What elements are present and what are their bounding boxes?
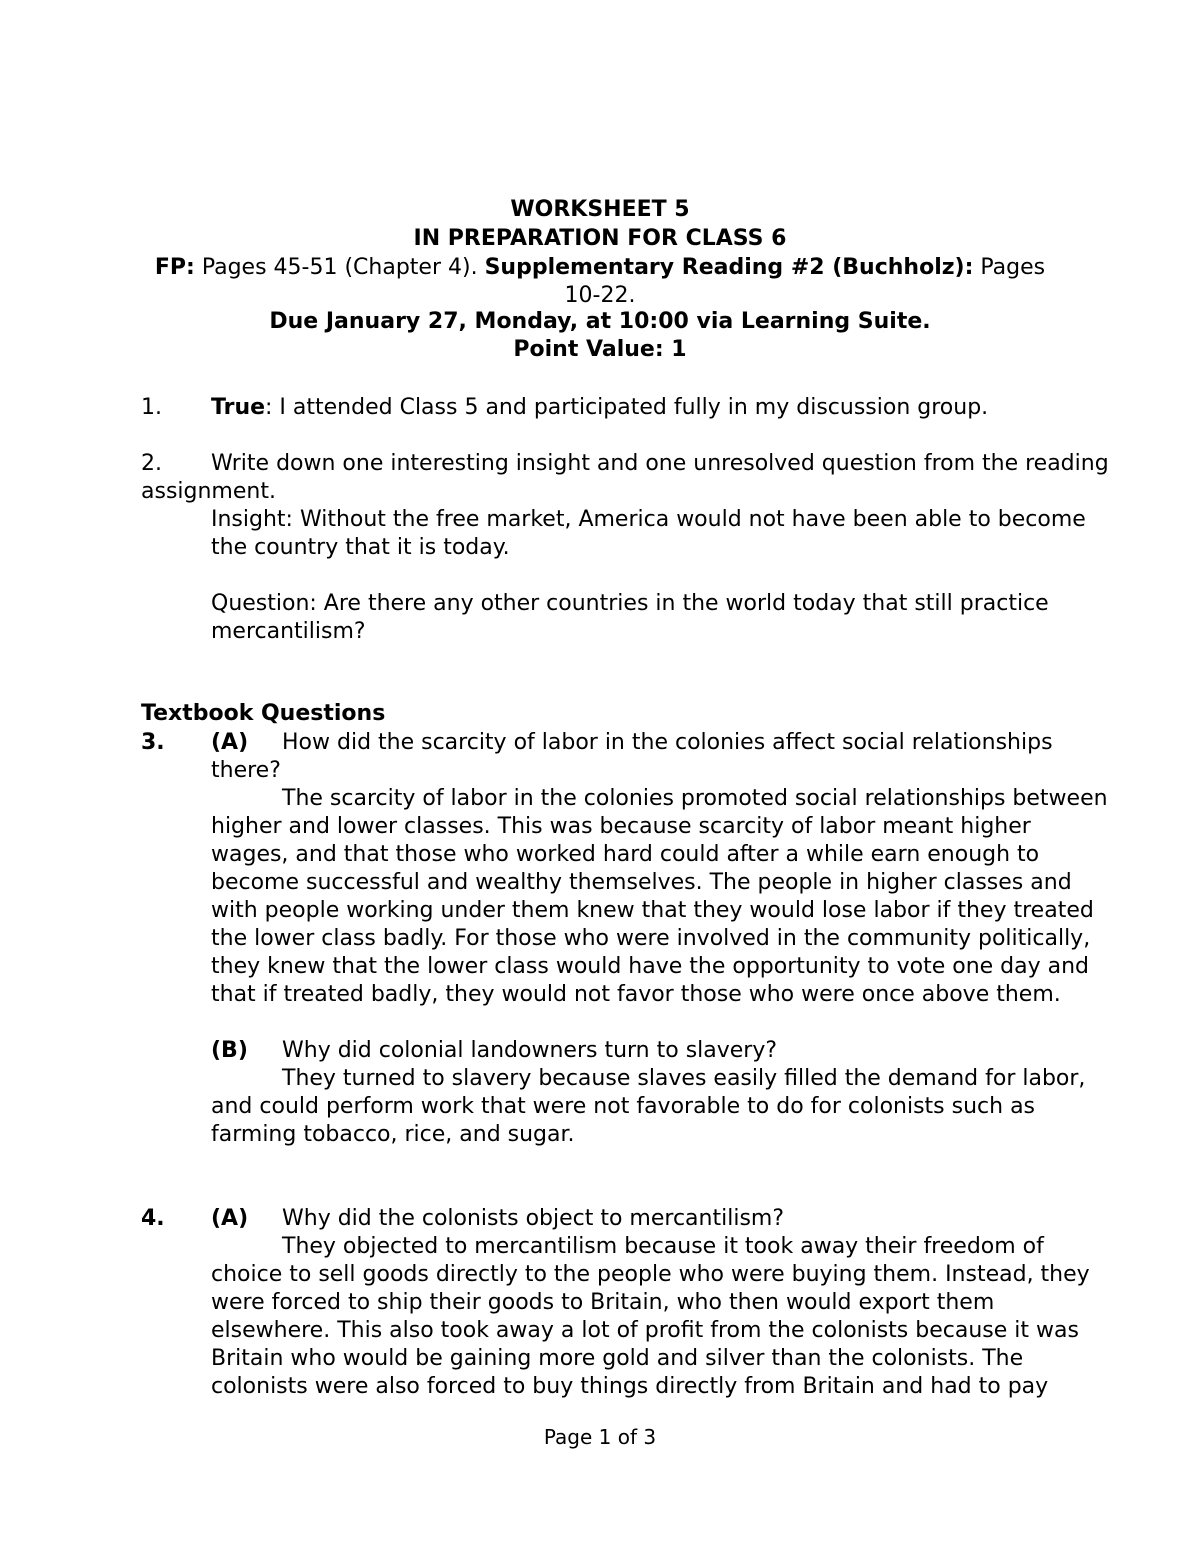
q2-insight-line: Insight: Without the free market, America would not have been able to become	[211, 507, 1086, 532]
q2-text-cont: assignment.	[141, 479, 276, 504]
q1-text: True: I attended Class 5 and participated fully in my discussion group.	[211, 395, 989, 420]
q1-number: 1.	[141, 395, 162, 420]
q4a-answer-line: colonists were also forced to buy things directly from Britain and had to pay	[211, 1374, 1049, 1399]
q3a-answer-line: higher and lower classes. This was because scarcity of labor meant higher	[211, 814, 1031, 839]
q4a-answer-line: were forced to ship their goods to Britain, who then would export them	[211, 1290, 995, 1315]
q3b-answer-line: They turned to slavery because slaves easily filled the demand for labor,	[282, 1066, 1086, 1091]
q3a-answer-line: The scarcity of labor in the colonies promoted social relationships between	[282, 786, 1108, 811]
section-title: Textbook Questions	[141, 701, 386, 726]
q2-question-line: Question: Are there any other countries in the world today that still practice	[211, 591, 1049, 616]
q2-insight-line: the country that it is today.	[211, 535, 510, 560]
point-value: Point Value: 1	[513, 337, 687, 362]
q3a-answer-line: that if treated badly, they would not favor those who were once above them.	[211, 982, 1061, 1007]
reading-assignment-cont: 10-22.	[564, 283, 636, 308]
q4a-answer-line: choice to sell goods directly to the people who were buying them. Instead, they	[211, 1262, 1090, 1287]
q3a-answer-line: become successful and wealthy themselves. The people in higher classes and	[211, 870, 1072, 895]
worksheet-subtitle: IN PREPARATION FOR CLASS 6	[413, 226, 787, 251]
q2-question-line: mercantilism?	[211, 619, 366, 644]
q3-number: 3.	[141, 730, 165, 755]
q4a-answer-line: They objected to mercantilism because it took away their freedom of	[282, 1234, 1044, 1259]
q4a-answer-line: Britain who would be gaining more gold and silver than the colonists. The	[211, 1346, 1024, 1371]
page-number: Page 1 of 3	[543, 1425, 657, 1449]
q2-number: 2.	[141, 451, 162, 476]
q2-text: Write down one interesting insight and one unresolved question from the reading	[211, 451, 1109, 476]
q3a-answer-line: with people working under them knew that they would lose labor if they treated	[211, 898, 1094, 923]
q3a-label: (A)	[211, 730, 249, 755]
q3a-answer-line: they knew that the lower class would have the opportunity to vote one day and	[211, 954, 1090, 979]
q3b-label: (B)	[211, 1038, 248, 1063]
q3b-answer-line: and could perform work that were not favorable to do for colonists such as	[211, 1094, 1036, 1119]
worksheet-title: WORKSHEET 5	[510, 197, 690, 222]
q4-number: 4.	[141, 1206, 165, 1231]
q3b-question: Why did colonial landowners turn to slavery?	[282, 1038, 778, 1063]
due-date: Due January 27, Monday, at 10:00 via Learning Suite.	[269, 309, 931, 334]
q4a-answer-line: elsewhere. This also took away a lot of profit from the colonists because it was	[211, 1318, 1079, 1343]
q3a-question-line: How did the scarcity of labor in the colonies affect social relationships	[282, 730, 1053, 755]
q3a-answer-line: the lower class badly. For those who were involved in the community politically,	[211, 926, 1091, 951]
q4a-label: (A)	[211, 1206, 249, 1231]
q4a-question: Why did the colonists object to mercantilism?	[282, 1206, 785, 1231]
q3a-answer-line: wages, and that those who worked hard could after a while earn enough to	[211, 842, 1040, 867]
q3b-answer-line: farming tobacco, rice, and sugar.	[211, 1122, 575, 1147]
q3a-question-line: there?	[211, 758, 281, 783]
reading-assignment: FP: Pages 45-51 (Chapter 4). Supplementary Reading #2 (Buchholz): Pages	[154, 255, 1046, 280]
